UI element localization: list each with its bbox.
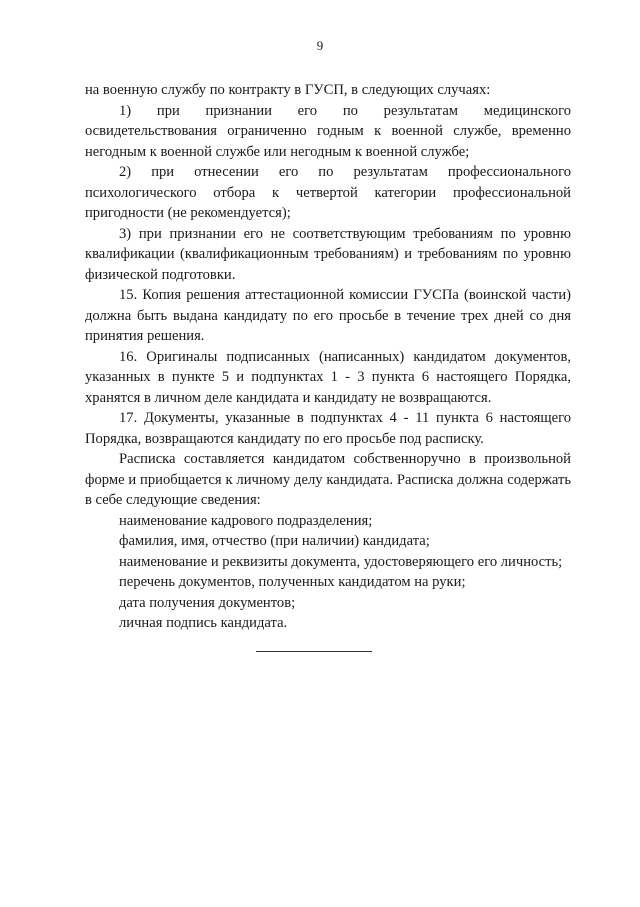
page-number: 9	[316, 38, 324, 53]
list-item: дата получения документов;	[119, 594, 296, 611]
list-item: личная подпись кандидата.	[119, 615, 288, 631]
paragraph-item-3: 3) при признании его не соответствующим требованиям по уровню квалификации (квалификационным требованиям) и требованиям по уровню физической подготовки.	[85, 225, 571, 283]
document-body	[85, 80, 571, 634]
list-item: перечень документов, полученных кандидатом на руки;	[119, 574, 466, 590]
paragraph-receipt: Расписка составляется кандидатом собственноручно в произвольной форме и приобщается к личному делу кандидата. Расписка должна содержать в себе следующие сведения:	[85, 451, 571, 508]
list-item: фамилия, имя, отчество (при наличии) кандидата;	[119, 533, 430, 549]
paragraph-intro: на военную службу по контракту в ГУСП, в следующих случаях:	[85, 82, 491, 98]
paragraph-item-2: 2) при отнесении его по результатам профессионального психологического отбора к четвертой категории профессиональной пригодности (не рекомендуется);	[85, 164, 571, 221]
list-item: наименование и реквизиты документа, удостоверяющего его личность;	[119, 553, 563, 570]
paragraph-16: 16. Оригиналы подписанных (написанных) кандидатом документов, указанных в пункте 5 и подпунктах 1 - 3 пункта 6 настоящего Порядка, хранятся в личном деле кандидата и кандидату не возвращаются.	[85, 348, 571, 406]
list-item: наименование кадрового подразделения;	[119, 512, 373, 529]
paragraph-item-1: 1) при признании его по результатам медицинского освидетельствования ограниченно годным к военной службе, временно негодным к военной службе или негодным к военной службе;	[85, 102, 571, 160]
end-separator-line	[256, 651, 372, 652]
paragraph-17: 17. Документы, указанные в подпунктах 4 - 11 пункта 6 настоящего Порядка, возвращаются кандидату по его просьбе под расписку.	[85, 410, 571, 447]
paragraph-15: 15. Копия решения аттестационной комиссии ГУСПа (воинской части) должна быть выдана кандидату по его просьбе в течение трех дней со дня принятия решения.	[85, 287, 571, 344]
